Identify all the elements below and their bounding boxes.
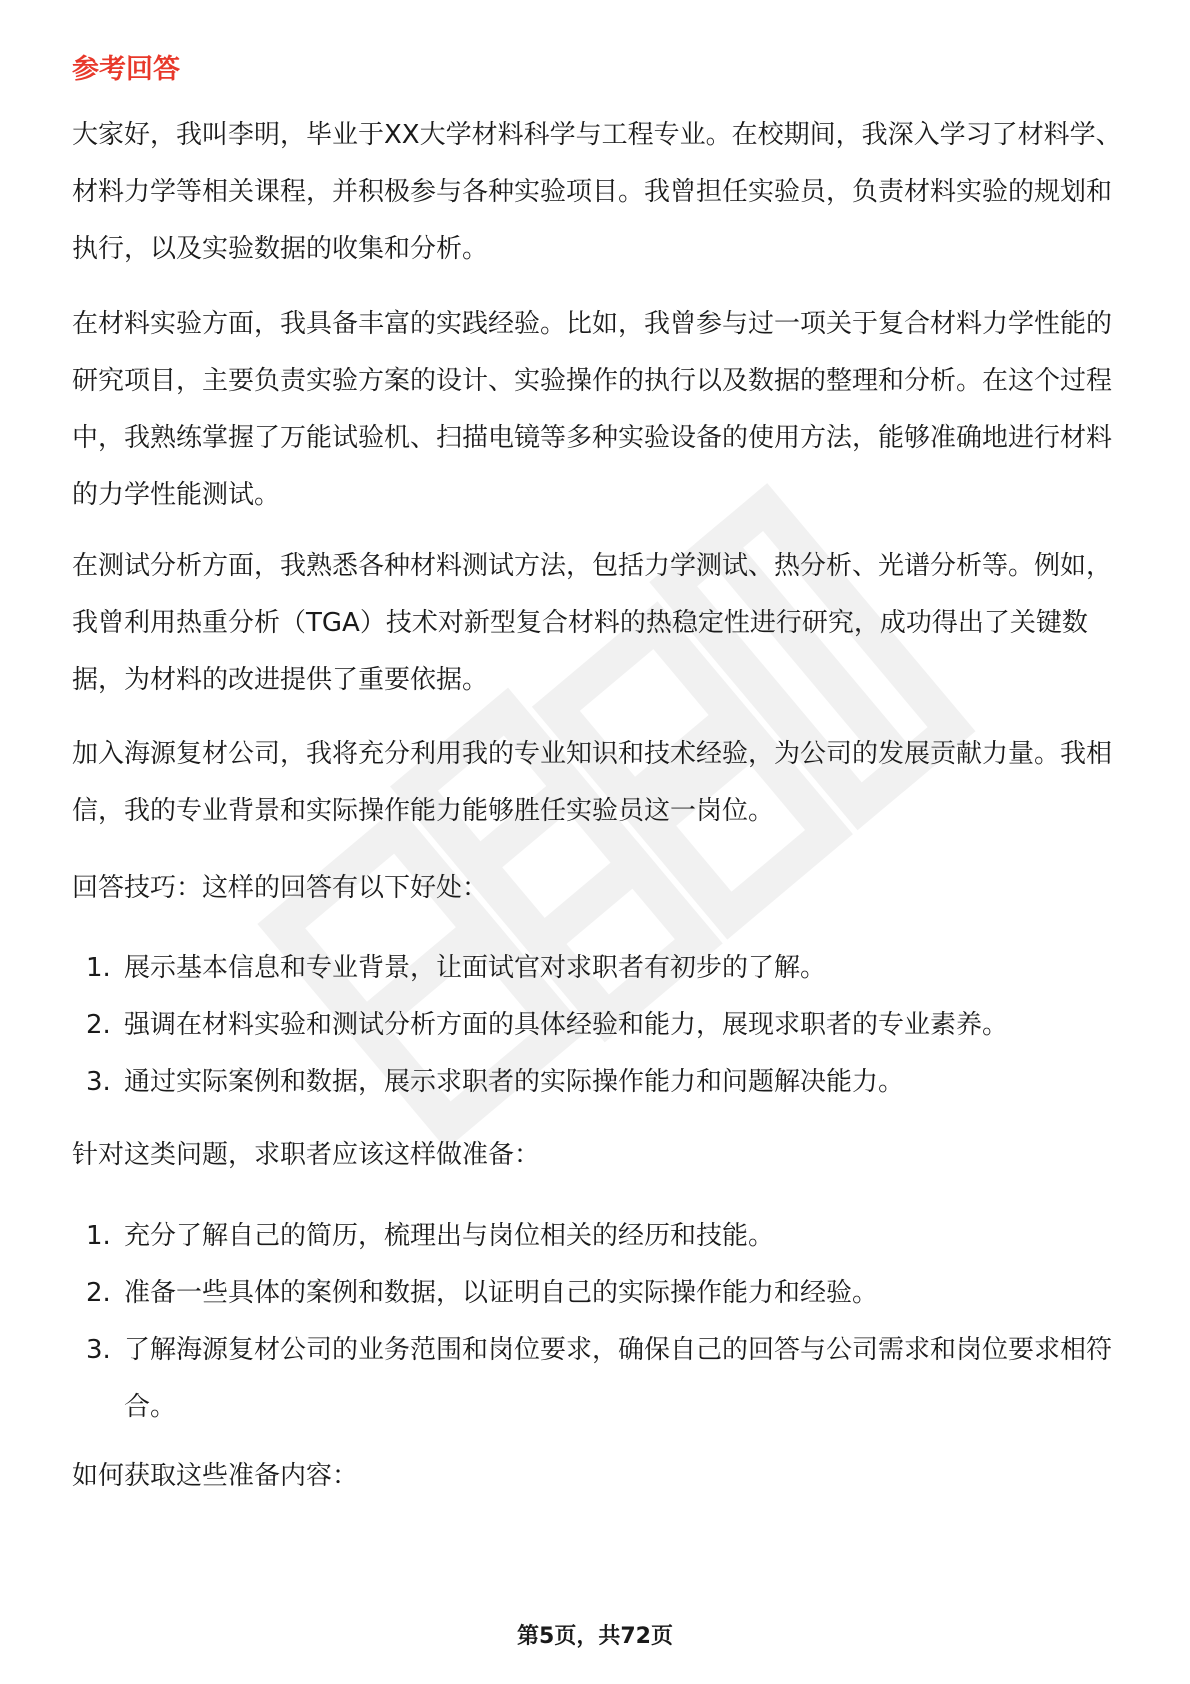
- list-number: 2.: [86, 1278, 111, 1308]
- list-text: 展示基本信息和专业背景，让面试官对求职者有初步的了解。: [124, 953, 827, 983]
- page-number-footer: 第5页，共72页: [517, 1624, 673, 1649]
- list-number: 3.: [86, 1067, 111, 1097]
- list-text: 通过实际案例和数据，展示求职者的实际操作能力和问题解决能力。: [124, 1067, 905, 1097]
- list-item: [72, 1265, 1122, 1322]
- prep-intro: 针对这类问题，求职者应该这样做准备：: [72, 1140, 541, 1170]
- list-number: 3.: [86, 1335, 111, 1365]
- paragraph-experiment: 在材料实验方面，我具备丰富的实践经验。比如，我曾参与过一项关于复合材料力学性能的研究项目，主要负责实验方案的设计、实验操作的执行以及数据的整理和分析。在这个过程中，我熟练掌握了万能试验机、扫描电镜等多种实验设备的使用方法，能够准确地进行材料的力学性能测试。: [72, 309, 1113, 510]
- section-heading: 参考回答: [72, 54, 180, 85]
- list-number: 1.: [86, 953, 111, 983]
- list-item: [72, 940, 1122, 997]
- prep-list: [72, 1208, 1122, 1436]
- list-text: 准备一些具体的案例和数据，以证明自己的实际操作能力和经验。: [124, 1278, 879, 1308]
- tips-intro: 回答技巧：这样的回答有以下好处：: [72, 873, 489, 903]
- list-text: 充分了解自己的简历，梳理出与岗位相关的经历和技能。: [124, 1221, 775, 1251]
- paragraph-joining: 加入海源复材公司，我将充分利用我的专业知识和技术经验，为公司的发展贡献力量。我相信，我的专业背景和实际操作能力能够胜任实验员这一岗位。: [72, 739, 1113, 826]
- list-number: 1.: [86, 1221, 111, 1251]
- tips-list: [72, 940, 1122, 1111]
- paragraph-testing: 在测试分析方面，我熟悉各种材料测试方法，包括力学测试、热分析、光谱分析等。例如，我曾利用热重分析（TGA）技术对新型复合材料的热稳定性进行研究，成功得出了关键数据，为材料的改进提供了重要依据。: [72, 551, 1113, 695]
- list-item: [72, 997, 1122, 1054]
- list-item: [72, 1208, 1122, 1265]
- list-item: [72, 1322, 1122, 1436]
- list-number: 2.: [86, 1010, 111, 1040]
- list-text: 了解海源复材公司的业务范围和岗位要求，确保自己的回答与公司需求和岗位要求相符合。: [124, 1335, 1113, 1422]
- how-intro: 如何获取这些准备内容：: [72, 1461, 359, 1491]
- list-text: 强调在材料实验和测试分析方面的具体经验和能力，展现求职者的专业素养。: [124, 1010, 1009, 1040]
- paragraph-intro: 大家好，我叫李明，毕业于XX大学材料科学与工程专业。在校期间，我深入学习了材料学、材料力学等相关课程，并积极参与各种实验项目。我曾担任实验员，负责材料实验的规划和执行，以及实验数据的收集和分析。: [72, 120, 1122, 264]
- list-item: [72, 1054, 1122, 1111]
